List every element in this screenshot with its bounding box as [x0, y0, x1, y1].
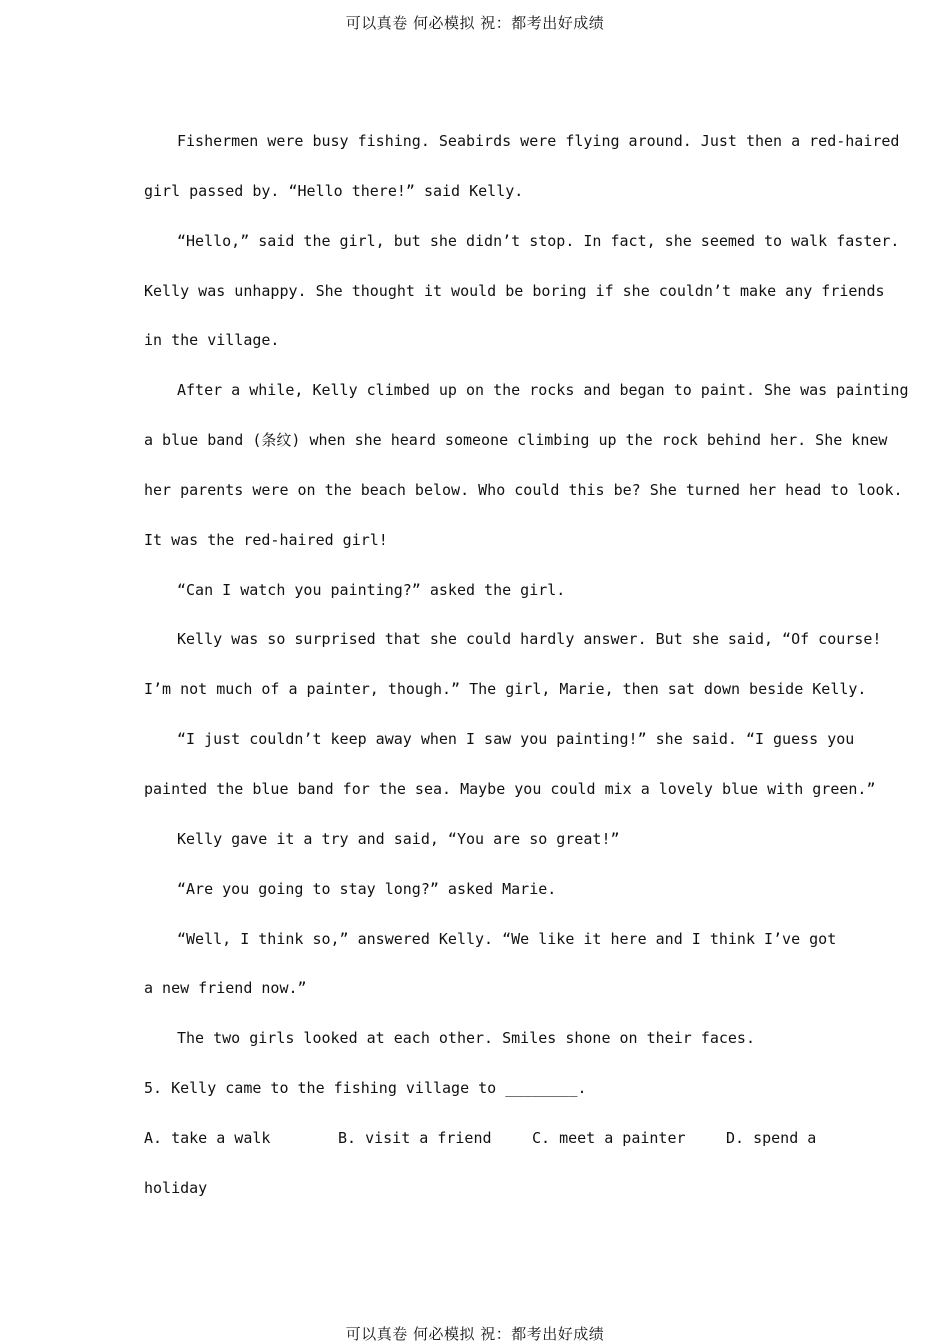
option-c: C. meet a painter [532, 1128, 686, 1147]
passage-line: Fishermen were busy fishing. Seabirds were flying around. Just then a red-haired [177, 132, 900, 150]
passage-line: It was the red-haired girl! [144, 530, 388, 549]
passage-line: her parents were on the beach below. Who could this be? She turned her head to look. [144, 480, 903, 499]
passage-line: “Can I watch you painting?” asked the girl. [177, 580, 566, 599]
passage-line: “Well, I think so,” answered Kelly. “We like it here and I think I’ve got [177, 929, 837, 948]
answer-options [144, 1123, 844, 1173]
passage-line: After a while, Kelly climbed up on the rocks and began to paint. She was painting [177, 381, 909, 400]
passage-line: Kelly was so surprised that she could hardly answer. But she said, “Of course! [177, 630, 882, 649]
passage-line: I’m not much of a painter, though.” The girl, Marie, then sat down beside Kelly. [144, 680, 867, 699]
option-a: A. take a walk [144, 1128, 271, 1147]
passage-line: Kelly was unhappy. She thought it would be boring if she couldn’t make any friends [144, 281, 885, 300]
passage-line: “Are you going to stay long?” asked Marie. [177, 879, 557, 898]
passage-line: a blue band (条纹) when she heard someone climbing up the rock behind her. She knew [144, 431, 888, 450]
passage-line: in the village. [144, 331, 280, 350]
passage-line: “I just couldn’t keep away when I saw you painting!” she said. “I guess you [177, 730, 855, 749]
page-header: 可以真卷 何必模拟 祝：都考出好成绩 [345, 14, 605, 32]
passage-line: girl passed by. “Hello there!” said Kelly. [144, 181, 524, 200]
option-d: D. spend a [726, 1128, 817, 1147]
page-footer: 可以真卷 何必模拟 祝：都考出好成绩 [345, 1325, 605, 1343]
option-d-continuation: holiday [144, 1178, 208, 1197]
option-b: B. visit a friend [338, 1128, 492, 1147]
reading-passage [144, 126, 909, 1223]
passage-line: Kelly gave it a try and said, “You are so great!” [177, 829, 620, 848]
passage-line: The two girls looked at each other. Smiles shone on their faces. [177, 1029, 755, 1048]
passage-line: a new friend now.” [144, 979, 307, 998]
question-stem: 5. Kelly came to the fishing village to ________. [144, 1079, 587, 1098]
passage-line: painted the blue band for the sea. Maybe you could mix a lovely blue with green.” [144, 779, 876, 798]
passage-line: “Hello,” said the girl, but she didn’t stop. In fact, she seemed to walk faster. [177, 231, 900, 250]
